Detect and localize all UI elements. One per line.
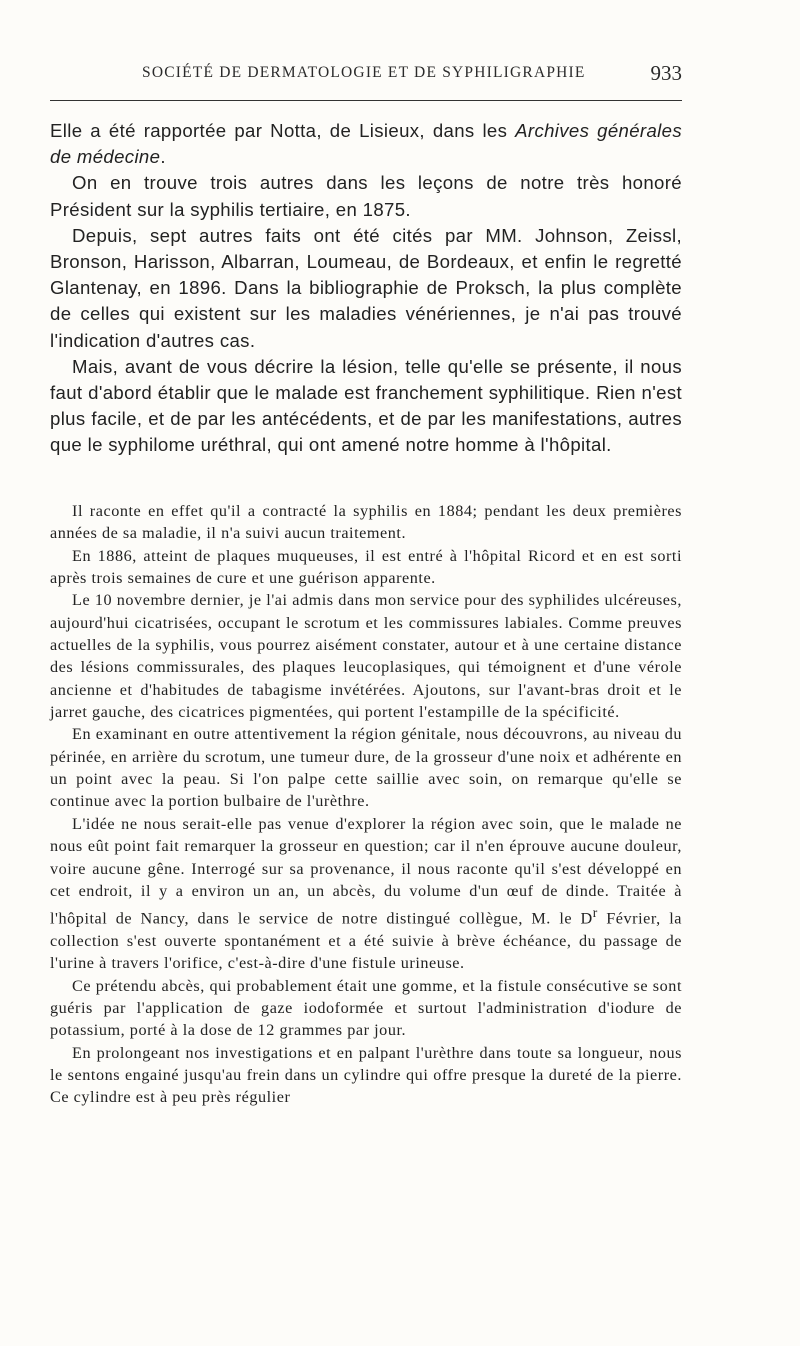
text-run: Elle a été rapportée par Notta, de Lisieux, dans les	[50, 120, 516, 141]
paragraph: Mais, avant de vous décrire la lésion, telle qu'elle se présente, il nous faut d'abord établir que le malade est franchement syphilitique. Rien n'est plus facile, et de par les antécédents, et de par les manifestations, autres que le syphilome uréthral, qui ont amené notre homme à l'hôpital.	[50, 355, 682, 456]
case-report-text	[50, 500, 682, 1109]
paragraph: En 1886, atteint de plaques muqueuses, il est entré à l'hôpital Ricord et en est sorti après trois semaines de cure et une guérison apparente.	[50, 546, 682, 588]
paragraph: Depuis, sept autres faits ont été cités par MM. Johnson, Zeissl, Bronson, Harisson, Albarran, Loumeau, de Bordeaux, et enfin le regretté Glantenay, en 1896. Dans la bibliographie de Proksch, la plus complète de celles qui existent sur les maladies vénériennes, je n'ai pas trouvé l'indication d'autres cas.	[50, 224, 682, 351]
page-header	[50, 61, 682, 88]
paragraph: En prolongeant nos investigations et en palpant l'urèthre dans toute sa longueur, nous le sentons engainé jusqu'au frein dans un cylindre qui offre presque la dureté de la pierre. Ce cylindre est à peu près régulier	[50, 1043, 682, 1107]
paragraph	[50, 813, 682, 975]
superscript: r	[592, 905, 598, 921]
paragraph: En examinant en outre attentivement la région génitale, nous découvrons, au niveau du périnée, en arrière du scrotum, une tumeur dure, de la grosseur d'une noix et adhérente en un point avec la peau. Si l'on palpe cette saillie avec soin, on remarque qu'elle se continue avec la portion bulbaire de l'urèthre.	[50, 725, 682, 811]
page-number: 933	[650, 61, 682, 85]
paragraph: Le 10 novembre dernier, je l'ai admis dans mon service pour des syphilides ulcéreuses, aujourd'hui cicatrisées, occupant le scrotum et les commissures labiales. Comme preuves actuelles de la syphilis, vous pourrez aisément constater, autour et à une certaine distance des lésions commissurales, des plaques leucoplasiques, qui témoignent et d'une vérole ancienne et d'habitudes de tabagisme invétérées. Ajoutons, sur l'avant-bras droit et le jarret gauche, des cicatrices pigmentées, qui portent l'estampille de la spécificité.	[50, 591, 682, 722]
paragraph: Ce prétendu abcès, qui probablement était une gomme, et la fistule consécutive se sont guéris par l'application de gaze iodoformée et surtout l'administration d'iodure de potassium, porté à la dose de 12 grammes par jour.	[50, 976, 682, 1040]
paragraph	[50, 118, 682, 170]
text-run: L'idée ne nous serait-elle pas venue d'explorer la région avec soin, que le malade ne nous eût point fait remarquer la grosseur en question; car il n'en éprouve aucune douleur, voire aucune gêne. Interrogé sur sa provenance, il nous raconte qu'il s'est développé en cet endroit, il y a environ un an, un abcès, du volume d'un œuf de dinde. Traitée à l'hôpital de Nancy, dans le service de notre distingué collègue, M. le D	[50, 814, 682, 928]
text-run: Février, la collection s'est ouverte spontanément et a été suivie à brève échéance, du passage de l'urine à travers l'orifice, c'est-à-dire d'une fistule urineuse.	[50, 909, 682, 973]
text-run: .	[160, 146, 166, 168]
paragraph: On en trouve trois autres dans les leçons de notre très honoré Président sur la syphilis tertiaire, en 1875.	[50, 172, 682, 220]
paragraph: Il raconte en effet qu'il a contracté la syphilis en 1884; pendant les deux premières années de sa maladie, il n'a suivi aucun traitement.	[50, 502, 682, 543]
running-title: SOCIÉTÉ DE DERMATOLOGIE ET DE SYPHILIGRAPHIE	[142, 64, 586, 81]
journal-title: Archives générales de médecine	[50, 120, 682, 168]
main-text	[50, 118, 682, 459]
header-rule	[50, 100, 682, 101]
